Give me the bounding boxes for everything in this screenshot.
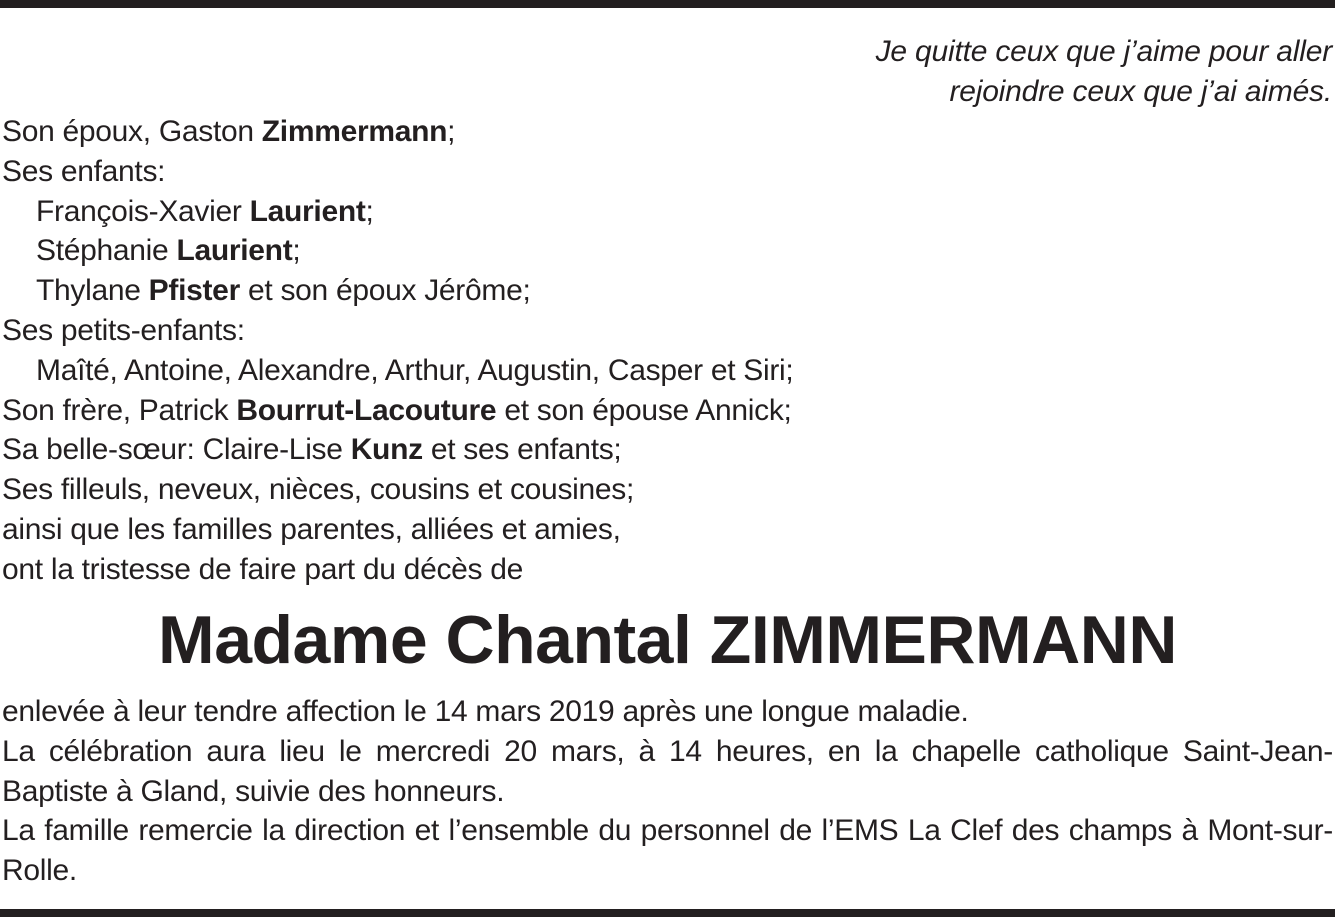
godchildren-line: Ses filleuls, neveux, nièces, cousins et cousines; [2,473,635,507]
deceased-name-heading: Madame Chantal ZIMMERMANN [158,602,1177,678]
bottom-border-rule [0,909,1335,917]
epigraph-line-1: Je quitte ceux que j’aime pour aller [875,35,1332,68]
sister-in-law-suffix: et ses enfants; [422,433,622,467]
brother-line [2,391,793,431]
child-surname: Laurient [176,234,293,268]
brother-surname: Bourrut-Lacouture [236,393,497,427]
grandchildren-names: Maîté, Antoine, Alexandre, Arthur, Augustin, Casper et Siri; [36,353,794,387]
thanks-text: La famille remercie la direction et l’ensemble du personnel de l’EMS La Clef des champs à Mont-sur-Rolle. [2,814,1333,888]
child-first-name: Stéphanie [36,234,177,268]
families-line: ainsi que les familles parentes, alliées et amies, [2,512,621,546]
spouse-suffix: ; [447,115,456,148]
child-suffix: ; [365,194,374,228]
child-surname: Laurient [249,194,366,228]
top-border-rule [0,0,1335,8]
passing-text: enlevée à leur tendre affection le 14 mars 2019 après une longue maladie. [2,695,969,728]
spouse-line [2,112,793,152]
brother-suffix: et son épouse Annick; [496,393,792,427]
ceremony-text: La célébration aura lieu le mercredi 20 mars, à 14 heures, en la chapelle catholique Saint-Jean-Baptiste à Gland, suivie des honneurs. [2,734,1333,808]
sister-in-law-surname: Kunz [350,433,423,467]
sister-in-law-prefix: Sa belle-sœur: Claire-Lise [2,433,351,467]
details-section [2,692,1333,891]
family-list [2,112,793,590]
child-line-3 [2,271,793,311]
brother-prefix: Son frère, Patrick [2,393,237,427]
child-first-name: Thylane [36,274,149,308]
sister-in-law-line [2,430,793,470]
child-suffix: ; [292,234,301,268]
epigraph-line-2: rejoindre ceux que j’ai aimés. [949,75,1332,108]
child-surname: Pfister [148,274,240,308]
child-line-1 [2,192,793,232]
epigraph-quote [876,32,1332,112]
grandchildren-heading: Ses petits-enfants: [2,313,245,347]
children-heading: Ses enfants: [2,154,166,188]
child-suffix: et son époux Jérôme; [239,274,531,308]
child-first-name: François-Xavier [36,194,250,228]
spouse-prefix: Son époux, Gaston [2,115,262,148]
child-line-2 [2,231,793,271]
spouse-surname: Zimmermann [261,115,448,148]
announcement-line: ont la tristesse de faire part du décès de [2,552,524,586]
